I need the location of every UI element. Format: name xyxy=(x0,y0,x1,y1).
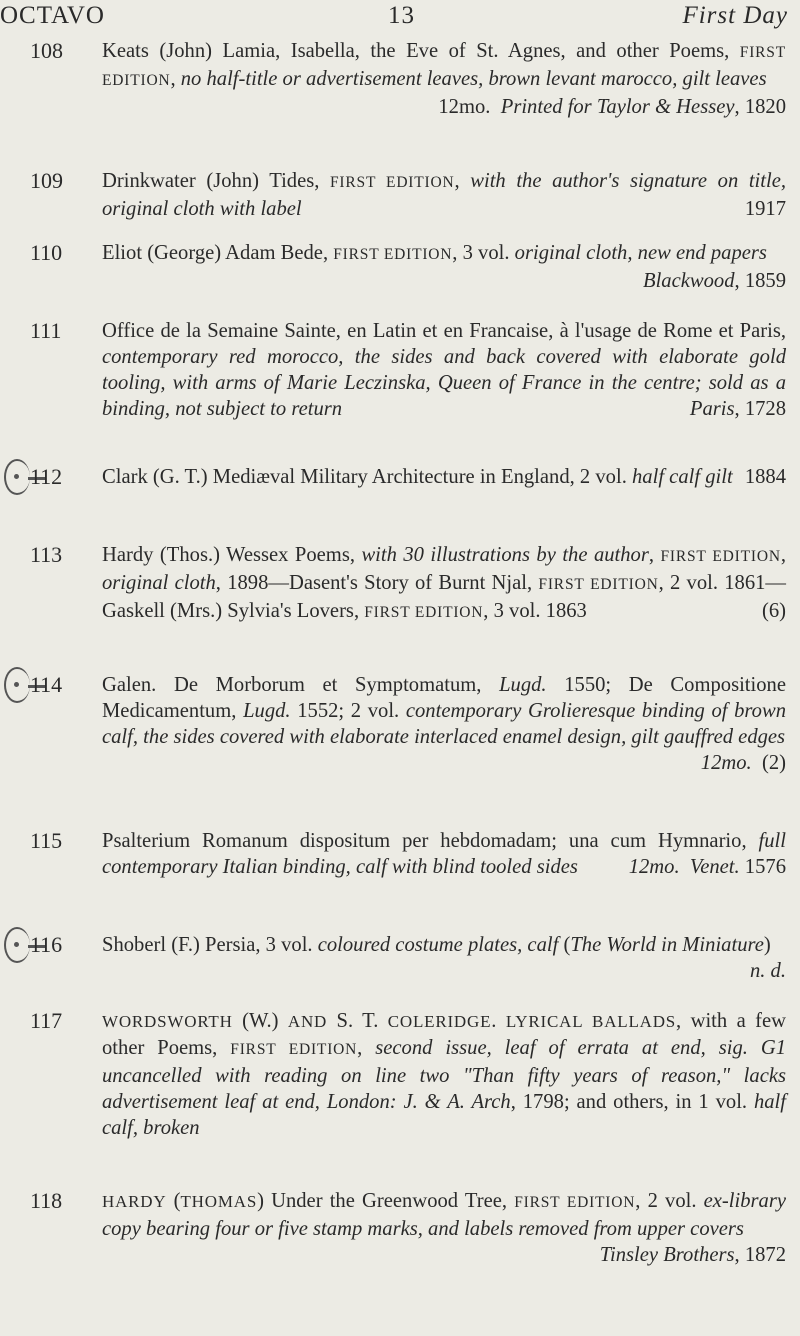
lot-number: 110 xyxy=(30,240,63,265)
lot-number: 108 xyxy=(30,38,63,63)
lot-description: Galen. De Morborum et Symptomatum, Lugd. 1550; De Compositione Medicamentum, Lugd. 1552; 2 vol. contemporary Grolieresque binding of brown calf, the sides covered with elaborate interlaced enamel design, gilt gauffred edges 12mo. (2) xyxy=(102,674,787,774)
lot-description: Psalterium Romanum dispositum per hebdomadam; una cum Hymnario, full contemporary Italian binding, calf with blind tooled sides 12mo. Venet. 1576 xyxy=(102,830,786,878)
bracket-mark-icon xyxy=(4,667,30,703)
lot-description: Clark (G. T.) Mediæval Military Architecture in England, 2 vol. half calf gilt 1884 xyxy=(102,466,786,488)
lot-number: 116 xyxy=(30,932,63,957)
lot-number: 114 xyxy=(30,672,63,697)
header-format: OCTAVO xyxy=(0,2,105,29)
page-number: 13 xyxy=(388,2,415,29)
header-day: First Day xyxy=(682,2,788,29)
lot-number: 115 xyxy=(30,828,63,853)
lot-description: Office de la Semaine Sainte, en Latin et en Francaise, à l'usage de Rome et Paris, contemporary red morocco, the sides and back covered with elaborate gold tooling, with arms of Marie Leczinska, Queen of France in the centre; sold as a binding, not subject to return Paris, 1728 xyxy=(102,320,786,420)
lot-number: 117 xyxy=(30,1008,63,1033)
bracket-mark-icon xyxy=(4,459,30,495)
lot-number: 109 xyxy=(30,168,63,193)
lot-number: 113 xyxy=(30,542,63,567)
page-header xyxy=(0,0,800,40)
lot-description: WORDSWORTH (W.) AND S. T. COLERIDGE. LYRICAL BALLADS, with a few other Poems, FIRST EDITION, second issue, leaf of errata at end, sig. G1 uncancelled with reading on line two "Than fifty years of reason," lacks advertisement leaf at end, London: J. & A. Arch, 1798; and others, in 1 vol. half calf, broken xyxy=(102,1010,787,1139)
lot-description: Hardy (Thos.) Wessex Poems, with 30 illustrations by the author, FIRST EDITION, original cloth, 1898—Dasent's Story of Burnt Njal, FIRST EDITION, 2 vol. 1861—Gaskell (Mrs.) Sylvia's Lovers, FIRST EDITION, 3 vol. 1863 (6) xyxy=(102,544,787,622)
lot-description: Eliot (George) Adam Bede, FIRST EDITION, 3 vol. original cloth, new end papers Blackwood, 1859 xyxy=(102,242,786,292)
lot-description: Shoberl (F.) Persia, 3 vol. coloured costume plates, calf (The World in Miniature) n. d. xyxy=(102,934,786,982)
lot-description: Drinkwater (John) Tides, FIRST EDITION, with the author's signature on title, original cloth with label 1917 xyxy=(102,170,787,220)
lot-description: Keats (John) Lamia, Isabella, the Eve of St. Agnes, and other Poems, FIRST EDITION, no half-title or advertisement leaves, brown levant marocco, gilt leaves 12mo. Printed for Taylor & Hessey, 1820 xyxy=(102,40,786,118)
lot-number: 118 xyxy=(30,1188,63,1213)
lot-number: 112 xyxy=(30,464,63,489)
bracket-mark-icon xyxy=(4,927,30,963)
lot-number: 111 xyxy=(30,318,62,343)
lot-description: HARDY (THOMAS) Under the Greenwood Tree, FIRST EDITION, 2 vol. ex-library copy bearing four or five stamp marks, and labels removed from upper covers Tinsley Brothers, 1872 xyxy=(102,1190,787,1266)
